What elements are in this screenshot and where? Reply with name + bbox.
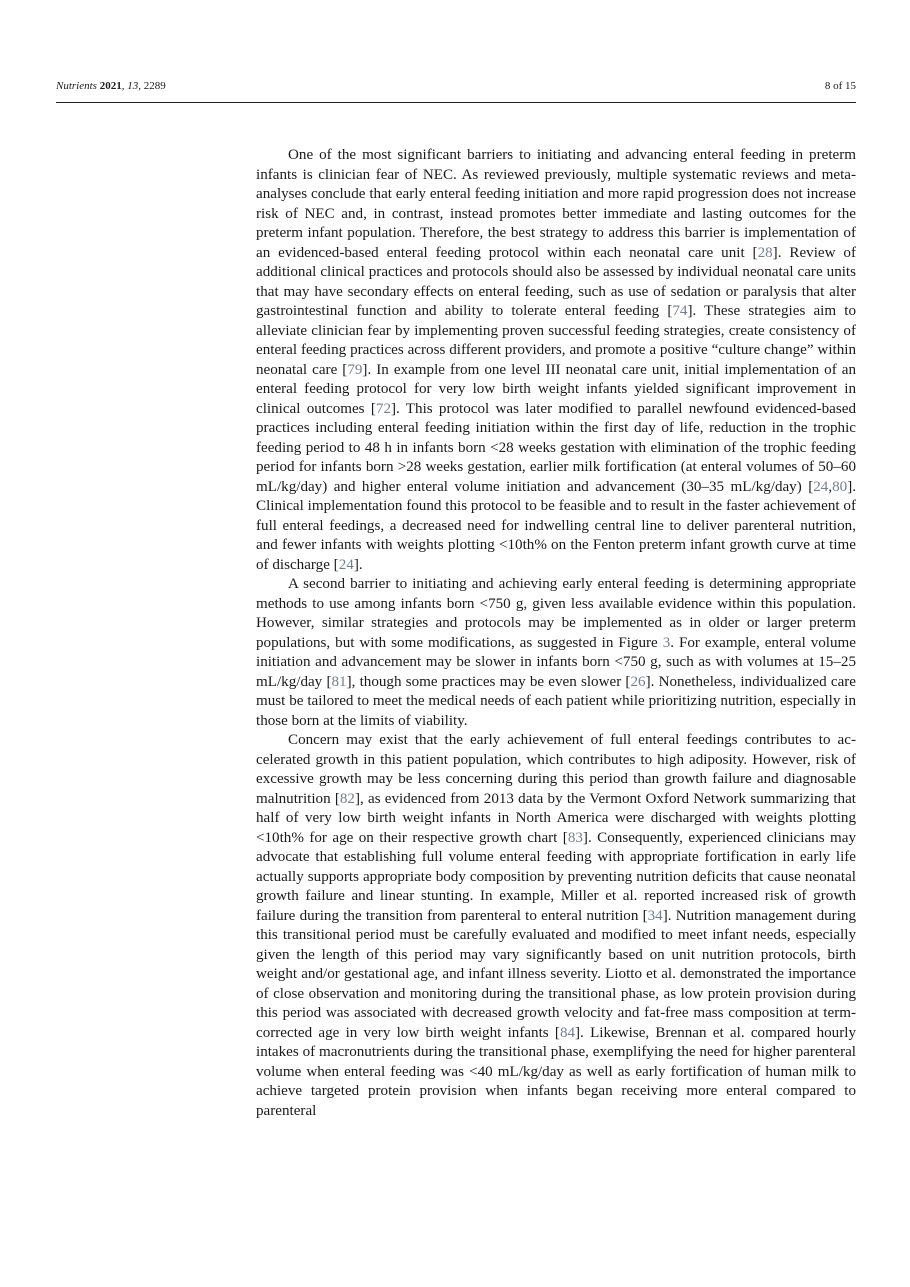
citation-link[interactable]: 84 xyxy=(559,1024,576,1041)
text-run: ]. Clinical implementation found this protocol to be feasible and to result in the faster achievement of full enteral feedings, a decreased need for indwelling central line to deliver parenteral nutrition, and fewer infants with weights plotting <10th% on the Fenton preterm infant growth curve at time of discharge [ xyxy=(256,478,856,573)
paragraph xyxy=(256,575,856,731)
citation-link[interactable]: 34 xyxy=(647,907,663,924)
paragraph xyxy=(256,146,856,575)
journal-citation: Nutrients 2021, 13, 2289 xyxy=(56,80,166,92)
text-run: ]. This protocol was later modified to parallel newfound evidenced-based practices including enteral feeding initiation within the first day of life, reduction in the trophic feeding period to 48 h in infants born <28 weeks gestation with elimination of the trophic feeding period for infants born >28 weeks gestation, earlier milk fortification (at enteral volumes of 50–60 mL/kg/day) and higher enteral volume initiation and advancement (30–35 mL/kg/day) [ xyxy=(256,400,857,495)
citation-link[interactable]: 80 xyxy=(832,478,848,495)
body-text xyxy=(256,146,856,1121)
paragraph xyxy=(256,731,856,1121)
citation-link[interactable]: 81 xyxy=(331,673,347,690)
article-number: 2289 xyxy=(143,80,166,92)
text-run: A second barrier to initiating and achieving early enteral feeding is determining appropriate methods to use among infants born <750 g, given less available evidence within this population. However, similar strategies and protocols may be implemented as in older or larger preterm populations, but with some modifications, as suggested in Figure xyxy=(256,576,856,651)
text-run: ]. Nutrition management during this transitional period must be carefully evaluated and modified to meet infant needs, especially given the length of this period may vary significantly based on unit nutrition protocols, birth weight and/or gestational age, and infant illness severity. Liotto et al. demonstrated the importance of close observation and monitoring during the transitional phase, as low protein provision during this period was associated with decreased growth velocity and fat-free mass composition at term-corrected age in very low birth weight infants [ xyxy=(256,907,856,1041)
journal-volume: 13 xyxy=(127,80,139,92)
text-run: ]. Consequently, experienced clinicians may advocate that establishing full volume enteral feeding with appropriate fortification in early life actually supports appropriate body composition by preventing nutrition deficits that cause neonatal growth failure and linear stunting. In example, Miller et al. reported increased risk of growth failure during the transition from parenteral to enteral nutrition [ xyxy=(256,829,856,924)
citation-link[interactable]: 83 xyxy=(567,829,583,846)
journal-name: Nutrients xyxy=(56,80,97,92)
page-number: 8 of 15 xyxy=(824,80,856,92)
text-run: One of the most significant barriers to initiating and advancing enteral feeding in preterm infants is clinician fear of NEC. As reviewed previously, multiple systematic reviews and meta-analyses conclude that early enteral feeding initiation and more rapid progression does not increase risk of NEC and, in contrast, instead promotes better immediate and lasting outcomes for the preterm infant population. Therefore, the best strategy to address this barrier is implementation of an evidenced-based enteral feeding protocol within each neonatal care unit [ xyxy=(256,147,856,261)
citation-link[interactable]: 82 xyxy=(339,790,355,807)
citation-link[interactable]: 74 xyxy=(672,303,688,319)
citation-link[interactable]: 24 xyxy=(338,556,354,573)
running-header xyxy=(56,80,856,94)
text-run: ]. These strategies aim to alleviate clinician fear by implementing proven successful feeding strategies, create consistency of enteral feeding practices across different providers, and promote a positive “culture change” within neonatal care [ xyxy=(256,303,856,378)
text-run: ], though some practices may be even slower [ xyxy=(346,673,631,690)
text-run: ]. In example from one level III neonatal care unit, initial implementation of an enteral feeding protocol for very low birth weight infants yielded significant improvement in clinical outcomes [ xyxy=(256,361,857,417)
text-run: ]. Nonetheless, individualized care must be tailored to meet the medical needs of each patient while prioritizing nutrition, especially in those born at the limits of viability. xyxy=(256,673,857,729)
text-run: , xyxy=(828,478,833,495)
citation-link[interactable]: 26 xyxy=(630,673,646,690)
text-run: ], as evidenced from 2013 data by the Vermont Oxford Network summarizing that half of very low birth weight infants in North America were discharged with weights plotting <10th% for age on their respective growth chart [ xyxy=(256,790,856,846)
text-run: Concern may exist that the early achievement of full enteral feedings contributes to accelerated growth in this patient population, which contributes to high adiposity. However, risk of excessive growth may be less concerning during this period than growth failure and diagnosable malnutrition [ xyxy=(256,732,856,807)
text-run: ]. Review of additional clinical practices and protocols should also be assessed by individual neonatal care units that may have secondary effects on enteral feeding, such as use of sedation or paralysis that alter gastrointestinal function and ability to tolerate enteral feeding [ xyxy=(256,244,856,319)
citation-link[interactable]: 3 xyxy=(662,634,671,651)
citation-link[interactable]: 24 xyxy=(813,478,829,495)
citation-link[interactable]: 28 xyxy=(757,244,773,261)
citation-link[interactable]: 79 xyxy=(347,361,363,378)
citation-link[interactable]: 72 xyxy=(375,400,391,417)
text-run: ]. Likewise, Brennan et al. compared hourly intakes of macronutrients during the transitional phase, exemplifying the need for higher parenteral volume when enteral feeding was <40 mL/kg/day as well as early fortification of human milk to achieve targeted protein provision when infants began receiving more enteral compared to parenteral xyxy=(256,1024,856,1119)
journal-year: 2021 xyxy=(99,80,122,92)
text-run: . For example, enteral volume initiation and advancement may be slower in infants born <750 g, such as with volumes at 15–25 mL/kg/day [ xyxy=(256,634,856,690)
text-run: ]. xyxy=(353,556,363,573)
header-rule xyxy=(56,102,856,103)
